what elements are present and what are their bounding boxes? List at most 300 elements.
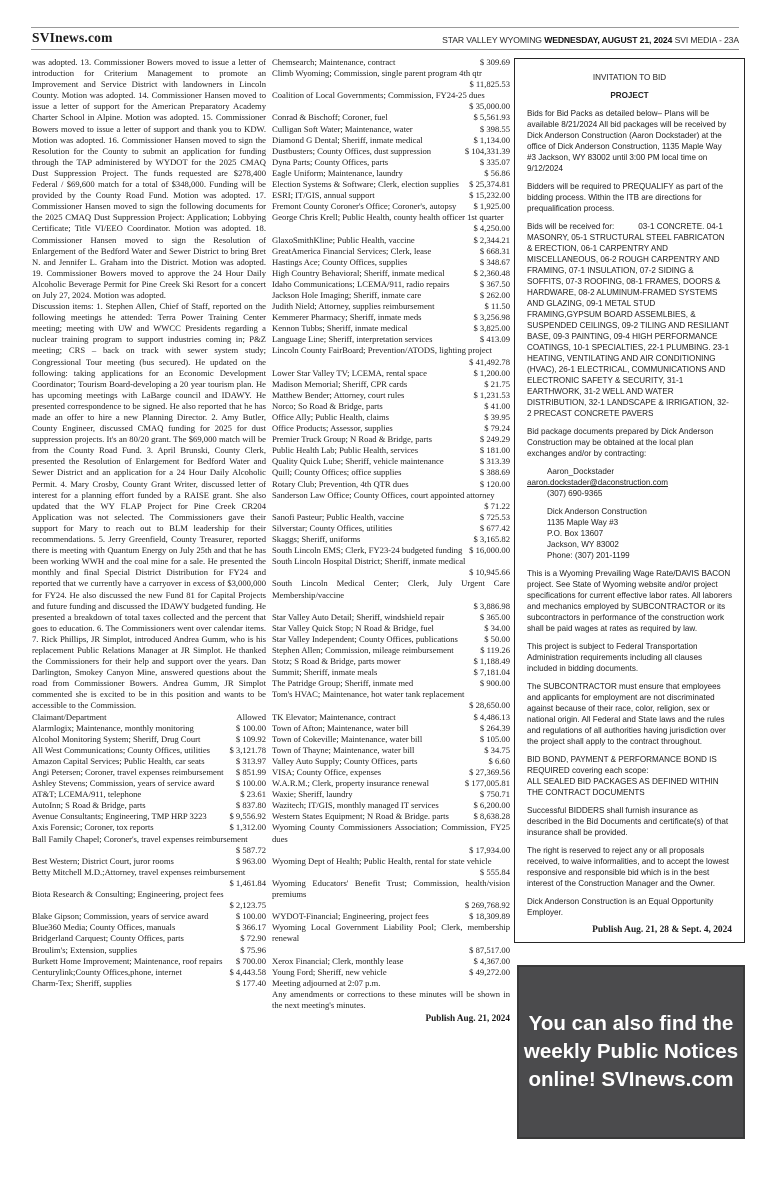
claim-amount: $ 25,374.81: [469, 179, 510, 190]
claim-amount: $ 28,650.00: [469, 700, 510, 711]
claim-amount: $ 6.60: [488, 755, 510, 766]
claim-amount: $ 851.99: [235, 767, 266, 777]
claim-name: Wyoming Dept of Health; Public Health, rental for state vehicle: [272, 855, 492, 866]
itb-contact-block: [527, 466, 732, 499]
claim-row: [272, 68, 510, 90]
claim-row: [272, 301, 510, 312]
dateline-location: STAR VALLEY WYOMING: [442, 35, 545, 45]
claims-list-2: [272, 57, 510, 978]
claim-name: Ball Family Chapel; Coroner's, travel expenses reimbursement: [32, 833, 248, 844]
claim-name: Star Valley Independent; County Offices, publications: [272, 633, 458, 644]
claim-row: [272, 345, 510, 367]
claim-name: Tom's HVAC; Maintenance, hot water tank replacement: [272, 689, 465, 700]
claim-row: [272, 689, 510, 711]
claim-name: Summit; Sheriff, inmate meals: [272, 667, 378, 678]
claim-amount: $ 11,825.53: [469, 79, 510, 90]
claim-amount: $ 7,181.04: [473, 667, 510, 678]
claim-amount: $ 21.75: [484, 378, 510, 389]
claim-amount: $ 3,886.98: [473, 600, 510, 611]
claim-name: GreatAmerica Financial Services; Clerk, lease: [272, 245, 432, 256]
claim-amount: $ 367.50: [479, 278, 510, 289]
claims-table-header: [32, 712, 266, 723]
claim-amount: $ 4,367.00: [473, 955, 510, 966]
claim-name: Amazon Capital Services; Public Health, car seats: [32, 755, 205, 766]
claim-amount: $ 1,134.00: [473, 134, 510, 145]
claim-row: [32, 856, 266, 867]
claim-amount: $ 309.69: [479, 57, 510, 67]
company-address-line: Jackson, WY 83002: [547, 540, 619, 549]
claim-amount: $ 2,360.48: [473, 267, 510, 278]
claim-row: [272, 734, 510, 745]
claim-row: [272, 512, 510, 523]
claim-amount: $ 249.29: [479, 434, 510, 445]
claim-amount: $ 6,200.00: [473, 800, 510, 811]
header-rule-top: [31, 27, 739, 28]
claim-name: Madison Memorial; Sheriff, CPR cards: [272, 378, 408, 389]
claim-amount: $ 177.40: [235, 977, 266, 988]
claim-amount: $ 39.95: [484, 412, 510, 422]
claim-amount: $ 262.00: [479, 289, 510, 300]
claim-amount: $ 365.00: [479, 611, 510, 622]
claim-row: [272, 190, 510, 201]
claim-amount: $ 1,231.53: [473, 389, 510, 400]
claim-amount: $ 2,344.21: [473, 234, 510, 245]
header-rule-bottom: [31, 49, 739, 50]
claim-row: [272, 656, 510, 667]
masthead-site-name: SVInews.com: [32, 30, 113, 45]
claim-amount: $ 1,925.00: [473, 201, 510, 212]
claim-name: Ashley Stevens; Commission, years of service award: [32, 778, 215, 789]
claim-row: [32, 734, 266, 745]
claim-name: Kennon Tubbs; Sheriff, inmate medical: [272, 323, 408, 334]
claim-row: [272, 479, 510, 490]
claim-amount: $ 87,517.00: [469, 944, 510, 955]
claim-amount: $ 1,200.00: [473, 367, 510, 378]
claim-amount: $ 16,000.00: [469, 545, 510, 556]
claim-name: Diamond G Dental; Sheriff, inmate medical: [272, 134, 423, 145]
claim-row: [32, 723, 266, 734]
claim-amount: $ 366.17: [235, 922, 266, 933]
contact-name: Aaron_Dockstader: [547, 467, 615, 476]
claim-row: [272, 712, 510, 723]
claim-amount: $ 181.00: [479, 445, 510, 456]
claim-row: [32, 933, 266, 944]
claim-amount: $ 35,000.00: [469, 101, 510, 112]
claim-name: Conrad & Bischoff; Coroner, fuel: [272, 112, 388, 123]
claim-row: [272, 623, 510, 634]
claim-row: [272, 290, 510, 301]
claim-row: [272, 778, 510, 789]
claim-name: Wazitech; IT/GIS, monthly managed IT services: [272, 800, 439, 811]
minutes-paragraph-discussion: Discussion items: 1. Stephen Allen, Chief of Staff, reported on the following meetings he attended: Terra Power Training Center meeting; meeting with UW and WWCC Presidents regarding a nuclear training program to support industries coming in; P&Z meeting; CRS – back on track with sewer system study; Congressional Tour meeting (bus secured). He updated on the following: taking applications for an Economic Development Coordinator; Tourism Board-developing a 20 year tourism plan. He has upcoming meetings with LaBarge council and IDAWY. He presented correspondence to be signed. He also reported that he has made an offer to hire a new Planning Director. 2. Amy Butler, County Engineer, discussed CMAQ funding for 2025 for dust suppression projects. It's an 80/20 grant. The $69,000 match will be from the County Road Fund. 3. April Brunski, County Clerk, presented the Resolution of Enlargement for Bedford Water and Sewer District and an application for a 24 Hour Daily Alcoholic Permit. 4. Mary Crosby, County Grant Writer, discussed letter of interest for a planning effort funded by a RAISE grant. She also updated that the WY FLAP Project for Pine Creek CR204 Application was not selected. The Commissioners gave their support for Mary to reach out to BLM leadership for their recommendations. 5. Jerry Greenfield, County Treasurer, reported there is meeting with Quantum Energy on July 25th and that he has been working WWH and the coal mine for a sale. He presented the monthly and final Special District Distribution for FY24 and reported that we currently have a carryover in excess of $3,000,000 for FY24. He also discussed the new Fund 81 for Capital Projects and future funding and discussed the IDAWY budgeted funding. He presented a breakdown of total taxes collected and the percent that goes to education. 6. The Commissioners went over calendar items. 7. Rick Phillips, JR Simplot, introduced Andrea Gumm, who is his replacement Public Relations Manager at JR Simplot. He thanked the Commissioners for their help and support over the years. Dan Darlington, Smokey Canyon Mine, answered questions about the road from Commissioner Bowers. Andrea Gumm, JR Simplot commented she is excited to be in this position and wants to be accessible to the Commission.: [32, 301, 266, 711]
claim-name: Town of Thayne; Maintenance, water bill: [272, 744, 415, 755]
claim-name: Rotary Club; Prevention, 4th QTR dues: [272, 478, 409, 489]
claim-name: Jackson Hole Imaging; Sheriff, inmate care: [272, 289, 422, 300]
claim-row: [32, 767, 266, 778]
claim-amount: $ 8,638.28: [473, 811, 510, 822]
claim-amount: $ 313.97: [235, 755, 266, 766]
claim-name: Bridgerland Carquest; County Offices, parts: [32, 933, 184, 944]
claim-amount: $ 100.00: [235, 722, 266, 733]
claim-row: [272, 112, 510, 123]
minutes-closing: [272, 978, 510, 1024]
contact-email-link[interactable]: aaron.dockstader@daconstruction.com: [527, 478, 668, 487]
claim-amount: $ 100.00: [235, 911, 266, 922]
claim-amount: $ 668.31: [479, 245, 510, 256]
claim-name: Election Systems & Software; Clerk, election supplies: [272, 179, 459, 190]
claim-name: Alcohol Monitoring System; Sheriff, Drug Court: [32, 733, 201, 744]
claim-row: [272, 124, 510, 135]
claim-name: Climb Wyoming; Commission, single parent program 4th qtr: [272, 68, 482, 79]
claim-name: Dustbusters; County Offices, dust suppression: [272, 145, 432, 156]
claim-name: Xerox Financial; Clerk, monthly lease: [272, 955, 404, 966]
promo-text-line: online! SVInews.com: [528, 1068, 734, 1091]
claim-amount: $ 50.00: [484, 633, 510, 644]
claim-row: [272, 956, 510, 967]
claim-row: [32, 811, 266, 822]
claim-row: [32, 978, 266, 989]
publish-date-itb: Publish Aug. 21, 28 & Sept. 4, 2024: [592, 925, 732, 935]
itb-obtain-paragraph: Bid package documents prepared by Dick Anderson Construction may be obtained at the local plan exchanges and/or by contracting:: [527, 427, 714, 458]
company-address-line: Phone: (307) 201-1199: [547, 551, 630, 560]
claim-amount: $ 837.80: [235, 800, 266, 811]
claim-name: Western States Equipment; N Road & Bridge. parts: [272, 811, 449, 822]
dateline-page-number: SVI MEDIA - 23A: [672, 35, 739, 45]
itb-legal-paragraph: The SUBCONTRACTOR must ensure that employees and applicants for employment are not discriminated against because of their race, color, religion, sex or national origin. All Federal and State laws and the rules and regulations of all authorities having jurisdiction over the project shall apply to the contract throughout.: [527, 682, 726, 746]
claim-name: Betty Mitchell M.D.;Attorney, travel expenses reimbursement: [32, 866, 246, 877]
claim-name: Centurylink;County Offices,phone, internet: [32, 966, 182, 977]
claim-name: Norco; So Road & Bridge, parts: [272, 400, 383, 411]
claim-amount: $ 264.39: [479, 722, 510, 733]
claim-name: Matthew Bender; Attorney, court rules: [272, 389, 405, 400]
claim-amount: $ 1,188.49: [473, 656, 510, 667]
claim-name: Broulim's; Extension, supplies: [32, 944, 137, 955]
amendments-line: Any amendments or corrections to these minutes will be shown in the next meeting's minutes.: [272, 988, 510, 1010]
claim-name: VISA; County Office, expenses: [272, 767, 382, 777]
claim-amount: $ 4,443.58: [229, 966, 266, 977]
itb-intro-paragraph: Bids for Bid Packs as detailed below– Plans will be available 8/21/2024 All bid packages will be received by Dick Anderson Construction (Aaron Dockstader) at the office of Dick Anderson Construction, 1135 Maple Way #3 Jackson, WY 83002 until 3:00 PM local time on 9/12/2024: [527, 109, 727, 173]
claim-amount: $ 18,309.89: [469, 911, 510, 922]
claim-amount: $ 1,312.00: [229, 822, 266, 833]
claim-amount: $ 2,123.75: [229, 900, 266, 911]
claim-name: Idaho Communications; LCEMA/911, radio repairs: [272, 278, 450, 289]
claim-name: Sanofi Pasteur; Public Health, vaccine: [272, 511, 404, 522]
claim-row: [272, 168, 510, 179]
claim-row: [272, 390, 510, 401]
claim-amount: $ 79.24: [484, 423, 510, 434]
contact-phone: (307) 690-9365: [547, 489, 603, 498]
claim-amount: $ 27,369.56: [469, 767, 510, 777]
claim-row: [32, 956, 266, 967]
claim-name: Quality Quick Lube; Sheriff, vehicle maintenance: [272, 456, 444, 467]
claim-name: Stotz; S Road & Bridge, parts mower: [272, 656, 401, 667]
claim-name: Blue360 Media; County Offices, manuals: [32, 922, 176, 933]
claim-row: [272, 645, 510, 656]
claim-row: [272, 767, 510, 778]
claim-row: [272, 878, 510, 911]
claim-name: Fremont County Coroner's Office; Coroner's, autopsy: [272, 201, 457, 212]
claim-amount: $ 75.96: [240, 944, 266, 955]
adjourned-line: Meeting adjourned at 2:07 p.m.: [272, 977, 381, 988]
claim-amount: $ 71.22: [484, 500, 510, 511]
claim-amount: $ 3,165.82: [473, 534, 510, 545]
itb-bond-line: BID BOND, PAYMENT & PERFORMANCE BOND IS REQUIRED covering each scope:: [527, 755, 717, 775]
itb-legal-paragraph: This is a Wyoming Prevailing Wage Rate/DAVIS BACON project. See State of Wyoming website and/or project specifications for current effective labor rates. All laborers and mechanics employed by SUBCONTRACTOR or its subcontractors in performance of the construction work shall be paid wages at rates as required by law.: [527, 569, 732, 633]
claim-name: Young Ford; Sheriff, new vehicle: [272, 966, 387, 977]
claim-row: [272, 157, 510, 168]
claim-row: [272, 90, 510, 112]
claim-name: WYDOT-Financial; Engineering, project fees: [272, 911, 429, 922]
claim-name: George Chris Krell; Public Health, county health officer 1st quarter: [272, 212, 504, 223]
itb-closing-paragraph: Successful BIDDERS shall furnish insurance as described in the Bid Documents and certificate(s) of that insurance shall be provided.: [527, 806, 729, 837]
claim-row: [272, 323, 510, 334]
claim-row: [32, 945, 266, 956]
claim-amount: $ 41.00: [484, 400, 510, 411]
claim-row: [272, 434, 510, 445]
claim-row: [272, 445, 510, 456]
claim-row: [272, 534, 510, 545]
itb-legal-paragraph: This project is subject to Federal Transportation Administration requirements including all clauses included in bidding documents.: [527, 642, 702, 673]
itb-bids-list: 03-1 CONCRETE. 04-1 MASONRY, 05-1 STRUCTURAL STEEL FABRICATON & ERECTION, 06-1 CARPENTRY AND MISCELLANEOUS, 06-2 ROUGH CARPENTRY AND FRAMING, 07-1 INSULATION, 07-2 SIDING & SOFFITS, 07-3 ROOFING, 08-1 FRAMES, DOORS & HARDWARE, 08-2 ALUMINUM-FRAMED SYSTEMS AND GLAZING, 09-1 METAL STUD FRAMING,GYPSUM BOARD ASSEMLBIES, & SUSPENDED CEILINGS, 09-2 TILING AND RESILIANT BASE, 09-3 PAINTING, 09-4 HIGH PERFORMANCE COATINGS, 10-1 SPECIALTIES, 22-1 PLUMBING. 23-1 HEATING, VENTILATING AND AIR CONDITIONING (HVAC), 26-1 ELECTRICAL, COMMUNICATIONS AND ELECTRONIC SAFETY & SECURITY, 31-1 EARTHWORK, 31-2 WELL AND WATER DISTRIBUTION, 32-1 LANDSCAPE & IRRIGATION, 32-2 PRECAST CONCRETE PAVERS: [527, 222, 730, 418]
claim-name: South Lincoln Medical Center; Clerk, July Urgent Care Membership/vaccine: [272, 578, 510, 600]
claim-row: [272, 135, 510, 146]
claim-row: [272, 456, 510, 467]
claim-amount: $ 388.69: [479, 467, 510, 478]
claim-row: [272, 312, 510, 323]
claim-amount: $ 49,272.00: [469, 966, 510, 977]
claim-amount: $ 313.39: [479, 456, 510, 467]
claim-amount: $ 104,331.39: [464, 145, 510, 156]
claim-name: Coalition of Local Governments; Commission, FY24-25 dues: [272, 90, 485, 101]
claim-name: Lower Star Valley TV; LCEMA, rental space: [272, 367, 427, 378]
claim-row: [272, 467, 510, 478]
claim-row: [272, 257, 510, 268]
claim-row: [272, 545, 510, 556]
claim-amount: $ 5,561.93: [473, 112, 510, 123]
publish-date-minutes: Publish Aug. 21, 2024: [425, 1013, 510, 1024]
claim-name: All West Communications; County Offices, utilities: [32, 744, 211, 755]
column-1: [32, 57, 266, 989]
claim-name: Stephen Allen; Commission, mileage reimbursement: [272, 644, 454, 655]
claim-row: [32, 922, 266, 933]
claim-name: Public Health Lab; Public Health, services: [272, 445, 419, 456]
claim-row: [272, 57, 510, 68]
claim-row: [272, 922, 510, 955]
claims-header-name: Claimant/Department: [32, 711, 107, 722]
claim-row: [272, 678, 510, 689]
claim-row: [32, 756, 266, 767]
claim-row: [272, 822, 510, 855]
claim-row: [272, 201, 510, 212]
claim-amount: $ 17,934.00: [469, 844, 510, 855]
claim-name: Alarmlogix; Maintenance, monthly monitoring: [32, 722, 194, 733]
minutes-paragraph-motions: was adopted. 13. Commissioner Bowers moved to issue a letter of introduction for Criterium Management to promote an Improvement and Service District with landowners in Lincoln County. Motion was adopted. 14. Commissioner Hansen moved to issue a letter of support for the American Preparatory Academy Charter School in Alpine. Motion was adopted. 15. Commissioner Bowers moved to issue a letter of support and thank you to KDW. Motion was adopted. 16. Commissioner Hansen moved to sign the Resolution for the County to submit an application for funding through the TAP administered by WYDOT for the 2025 CMAQ Dust Suppression Project. The funds requested are $278,400 Federal / $69,600 match for a total of $348,000. Funding will be provided by the County Road Fund. Motion was adopted. 17. Commissioner Hansen moved to sign the following documents for the 2025 CMAQ Dust Suppression Project: Application; Lobbying Certificate; Title VI/EEO Coordinator. Motion was adopted. 18. Commissioner Hansen moved to sign the Resolution of Enlargement of the Bedford Water and Sewer District to bring Bret N. and Jennifer L. Graham into the District. Motion was adopted. 19. Commissioner Bowers moved to approve the 24 Hour Daily Alcoholic Beverage Permit for Pine Creek Ski Resort for a concert on July 27, 2024. Motion was adopted.: [32, 57, 266, 300]
itb-intro-paragraph: Bidders will be required to PREQUALIFY as part of the bidding process. Within the ITB are directions for prequalification process.: [527, 182, 723, 213]
claim-name: Town of Afton; Maintenance, water bill: [272, 722, 409, 733]
itb-closing-paragraph: The right is reserved to reject any or all proposals received, to waive informalities, and to accept the lowest responsive and responsible bid which is in the best interest of the Construction Manager and the Owner.: [527, 846, 729, 888]
claim-amount: $ 23.61: [240, 789, 266, 800]
claim-row: [32, 778, 266, 789]
claim-name: ESRI; IT/GIS, annual support: [272, 190, 375, 201]
claim-row: [272, 723, 510, 734]
claim-row: [32, 745, 266, 756]
claim-amount: $ 100.00: [235, 778, 266, 789]
dateline: [442, 35, 739, 45]
claim-name: Burkett Home Improvement; Maintenance, roof repairs: [32, 955, 223, 966]
claim-name: Wyoming Educators' Benefit Trust; Commission, health/vision premiums: [272, 877, 510, 900]
itb-bond-block: [527, 754, 732, 798]
claim-name: Eagle Uniform; Maintenance, laundry: [272, 167, 403, 178]
claim-name: Blake Gipson; Commission, years of service award: [32, 911, 209, 922]
claim-name: Skaggs; Sheriff, uniforms: [272, 534, 361, 545]
promo-box: [517, 965, 745, 1139]
claim-name: Valley Auto Supply; County Offices, parts: [272, 755, 418, 766]
claim-name: Premier Truck Group; N Road & Bridge, parts: [272, 434, 432, 445]
claim-amount: $ 120.00: [479, 478, 510, 489]
claim-name: Biota Research & Consulting; Engineering, project fees: [32, 889, 224, 900]
claim-name: Chemsearch; Maintenance, contract: [272, 57, 396, 67]
claim-name: Charm-Tex; Sheriff, supplies: [32, 977, 132, 988]
claim-name: AutoInn; S Road & Bridge, parts: [32, 800, 146, 811]
claim-name: Language Line; Sheriff, interpretation services: [272, 334, 433, 345]
claim-row: [272, 179, 510, 190]
claim-row: [272, 811, 510, 822]
claim-row: [272, 578, 510, 611]
claim-amount: $ 335.07: [479, 156, 510, 167]
itb-closing-paragraph: Dick Anderson Construction is an Equal Opportunity Employer.: [527, 897, 714, 917]
claim-row: [272, 401, 510, 412]
claim-row: [32, 967, 266, 978]
claims-header-amount: Allowed: [236, 711, 266, 722]
claim-row: [272, 334, 510, 345]
claim-name: Hastings Ace; County Offices, supplies: [272, 256, 408, 267]
claim-row: [272, 556, 510, 578]
claim-row: [272, 789, 510, 800]
claim-row: [32, 889, 266, 911]
claim-name: Wyoming County Commissioners Association; Commission, FY25 dues: [272, 822, 510, 844]
claim-name: High Country Behavioral; Sheriff, inmate medical: [272, 267, 445, 278]
invitation-to-bid-notice: [514, 58, 745, 943]
claim-amount: $ 4,486.13: [473, 711, 510, 722]
claim-name: Avenue Consultants; Engineering, TMP HRP 3223: [32, 811, 207, 822]
claim-name: Axis Forensic; Coroner, tox reports: [32, 822, 154, 833]
claim-name: Silverstar; County Offices, utilities: [272, 522, 393, 533]
claim-amount: $ 3,825.00: [473, 323, 510, 334]
claim-amount: $ 119.26: [480, 644, 510, 655]
claim-name: South Lincoln EMS; Clerk, FY23-24 budgeted funding: [272, 545, 463, 556]
claim-amount: $ 900.00: [479, 678, 510, 689]
claim-name: Quill; County Offices; office supplies: [272, 467, 402, 478]
claim-amount: $ 348.67: [479, 256, 510, 267]
claim-name: Dyna Parts; County Offices, parts: [272, 156, 389, 167]
claim-name: Culligan Soft Water; Maintenance, water: [272, 123, 413, 134]
claim-row: [272, 379, 510, 390]
claim-name: Star Valley Quick Stop; N Road & Bridge, fuel: [272, 622, 434, 633]
claim-row: [272, 745, 510, 756]
claim-amount: $ 4,250.00: [473, 223, 510, 234]
promo-text-line: You can also find the: [528, 1012, 734, 1035]
claim-row: [272, 634, 510, 645]
claim-amount: $ 700.00: [235, 955, 266, 966]
itb-title: INVITATION TO BID: [592, 73, 667, 82]
claim-amount: $ 555.84: [479, 866, 510, 877]
claim-row: [272, 412, 510, 423]
claim-name: Waxie; Sheriff, laundry: [272, 789, 353, 800]
promo-text-line: weekly Public Notices: [523, 1040, 739, 1063]
claim-row: [272, 523, 510, 534]
claim-amount: $ 56.86: [484, 167, 510, 178]
claim-name: GlaxoSmithKline; Public Health, vaccine: [272, 234, 415, 245]
column-2: [272, 57, 510, 1024]
itb-company-block: [527, 506, 732, 561]
itb-bids-label: Bids will be received for:: [527, 222, 615, 231]
claim-amount: $ 34.00: [484, 622, 510, 633]
claim-row: [32, 822, 266, 833]
claim-amount: $ 398.55: [479, 123, 510, 134]
claim-row: [32, 834, 266, 856]
itb-bid-packs-paragraph: [527, 221, 732, 419]
claim-row: [272, 967, 510, 978]
claim-amount: $ 1,461.84: [229, 877, 266, 888]
itb-bond-line: ALL SEALED BID PACKAGES AS DEFINED WITHIN THE CONTRACT DOCUMENTS: [527, 777, 719, 797]
claim-name: Star Valley Auto Detail; Sheriff, windshield repair: [272, 611, 445, 622]
claim-row: [32, 789, 266, 800]
claim-amount: $ 725.53: [479, 511, 510, 522]
claim-amount: $ 963.00: [235, 855, 266, 866]
claim-name: Wyoming Local Government Liability Pool; Clerk, membership renewal: [272, 922, 510, 944]
claim-name: Town of Cokeville; Maintenance, water bill: [272, 733, 423, 744]
claim-row: [272, 667, 510, 678]
claim-amount: $ 11.50: [484, 301, 510, 312]
claim-row: [272, 246, 510, 257]
claim-row: [32, 800, 266, 811]
claim-amount: $ 109.92: [235, 733, 266, 744]
claim-amount: $ 34.75: [484, 744, 510, 755]
claim-row: [272, 490, 510, 512]
claim-amount: $ 10,945.66: [469, 567, 510, 578]
company-address-line: Dick Anderson Construction: [547, 507, 647, 516]
claim-name: Judith Nield; Attorney, supplies reimbursement: [272, 301, 435, 312]
claim-amount: $ 72.90: [240, 933, 266, 944]
claim-row: [272, 212, 510, 234]
claim-name: Sanderson Law Office; County Offices, court appointed attorney: [272, 489, 495, 500]
claim-name: South Lincoln Hospital District; Sheriff, inmate medical: [272, 556, 466, 567]
claim-name: TK Elevator; Maintenance, contract: [272, 711, 396, 722]
claim-name: W.A.R.M.; Clerk, property insurance renewal: [272, 778, 429, 789]
claim-name: Office Ally; Public Health, claims: [272, 412, 390, 422]
claim-amount: $ 3,121.78: [229, 744, 266, 755]
claim-name: Best Western; District Court, juror rooms: [32, 855, 174, 866]
claim-amount: $ 41,492.78: [469, 356, 510, 367]
claim-row: [272, 146, 510, 157]
claim-amount: $ 269,768.92: [464, 900, 510, 911]
dateline-date: WEDNESDAY, AUGUST 21, 2024: [544, 35, 673, 45]
claim-amount: $ 177,005.81: [464, 778, 510, 789]
claim-row: [272, 800, 510, 811]
claim-name: Lincoln County FairBoard; Prevention/ATODS, lighting project: [272, 345, 492, 356]
company-address-line: 1135 Maple Way #3: [547, 518, 619, 527]
claim-amount: $ 15,232.00: [469, 190, 510, 201]
claim-amount: $ 105.00: [479, 733, 510, 744]
claim-row: [272, 612, 510, 623]
claim-amount: $ 677.42: [479, 522, 510, 533]
claim-name: Office Products; Assessor, supplies: [272, 423, 393, 434]
claim-row: [32, 867, 266, 889]
claim-row: [272, 268, 510, 279]
claim-row: [272, 756, 510, 767]
company-address-line: P.O. Box 13607: [547, 529, 604, 538]
claim-name: Angi Petersen; Coroner, travel expenses reimbursement: [32, 767, 224, 777]
